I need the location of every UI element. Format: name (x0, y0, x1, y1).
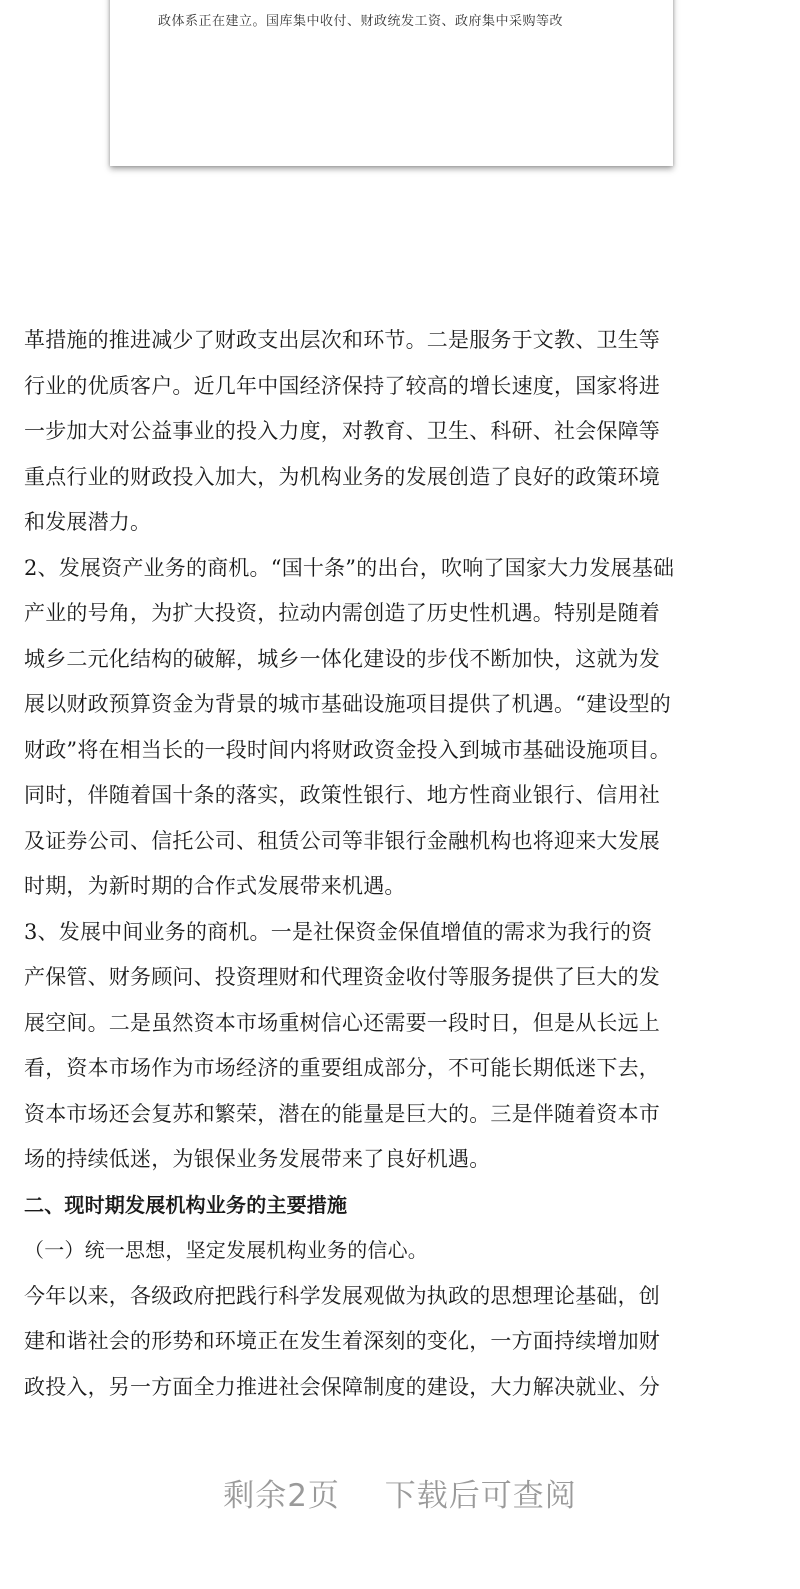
document-preview-card (110, 0, 673, 166)
body-line: 产业的号角，为扩大投资，拉动内需创造了历史性机遇。特别是随着 (24, 601, 660, 625)
body-line: 同时，伴随着国十条的落实，政策性银行、地方性商业银行、信用社 (24, 783, 660, 807)
body-line: 看，资本市场作为市场经济的重要组成部分，不可能长期低迷下去， (24, 1056, 660, 1080)
body-line: 展空间。二是虽然资本市场重树信心还需要一段时日，但是从长远上 (24, 1010, 660, 1035)
download-to-view-label: 下载后可查阅 (384, 1478, 577, 1514)
body-line: 3、发展中间业务的商机。一是社保资金保值增值的需求为我行的资 (24, 919, 653, 944)
body-line: 一步加大对公益事业的投入力度，对教育、卫生、科研、社会保障等 (24, 419, 660, 443)
document-body (24, 318, 784, 1410)
download-prompt[interactable] (0, 1470, 800, 1515)
body-line: 财政”将在相当长的一段时间内将财政资金投入到城市基础设施项目。 (24, 737, 671, 762)
remaining-pages-label: 剩余2页 (223, 1478, 340, 1514)
section-heading: 二、现时期发展机构业务的主要措施 (24, 1192, 348, 1217)
body-line: 产保管、财务顾问、投资理财和代理资金收付等服务提供了巨大的发 (24, 965, 660, 989)
preview-line (158, 0, 563, 2)
body-line: 革措施的推进减少了财政支出层次和环节。二是服务于文教、卫生等 (24, 328, 660, 352)
body-line: 今年以来，各级政府把践行科学发展观做为执政的思想理论基础，创 (24, 1283, 660, 1308)
body-line: 和发展潜力。 (24, 510, 152, 534)
body-line: 时期，为新时期的合作式发展带来机遇。 (24, 874, 406, 898)
body-line: 政投入，另一方面全力推进社会保障制度的建设，大力解决就业、分 (24, 1374, 660, 1399)
body-line: 展以财政预算资金为背景的城市基础设施项目提供了机遇。“建设型的 (24, 692, 671, 716)
body-line: 行业的优质客户。近几年中国经济保持了较高的增长速度，国家将进 (24, 373, 660, 398)
body-line: 及证券公司、信托公司、租赁公司等非银行金融机构也将迎来大发展 (24, 828, 660, 853)
body-line: 建和谐社会的形势和环境正在发生着深刻的变化，一方面持续增加财 (24, 1329, 660, 1353)
body-line: 2、发展资产业务的商机。“国十条”的出台，吹响了国家大力发展基础 (24, 555, 675, 580)
subsection-heading: （一）统一思想，坚定发展机构业务的信心。 (24, 1238, 428, 1262)
body-line: 重点行业的财政投入加大，为机构业务的发展创造了良好的政策环境 (24, 464, 660, 489)
body-line: 城乡二元化结构的破解，城乡一体化建设的步伐不断加快，这就为发 (24, 646, 660, 671)
body-line: 场的持续低迷，为银保业务发展带来了良好机遇。 (24, 1147, 491, 1171)
body-line: 资本市场还会复苏和繁荣，潜在的能量是巨大的。三是伴随着资本市 (24, 1101, 660, 1126)
preview-line: 政体系正在建立。国库集中收付、财政统发工资、政府集中采购等改 (158, 14, 564, 29)
